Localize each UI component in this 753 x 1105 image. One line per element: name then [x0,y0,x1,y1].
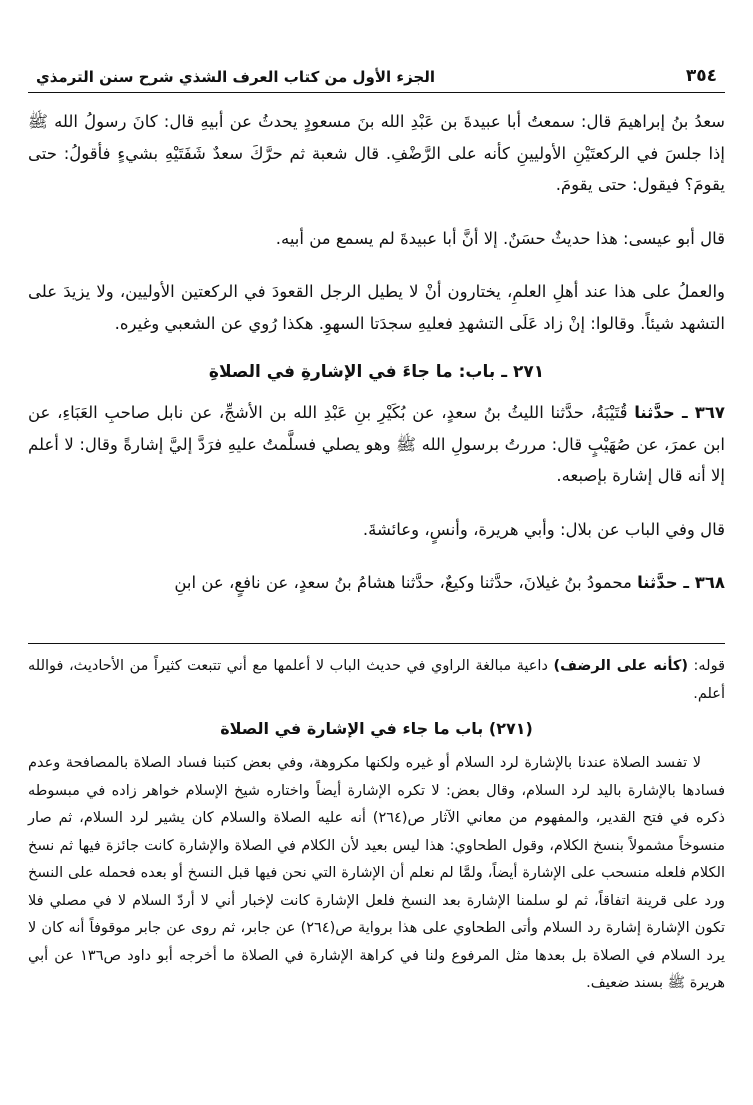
page-header [36,58,717,86]
hadith-367 [28,397,725,492]
hadith-lead: حدَّثنا [637,573,678,592]
paragraph-in-chapter: قال وفي الباب عن بلال: وأبي هريرة، وأنسٍ، وعائشةَ. [362,519,725,539]
note-body: داعية مبالغة الراوي في حديث الباب لا أعلمها مع أني تتبعت كثيراً من الأحاديث، فوالله أعلم. [28,658,725,702]
commentary [28,653,725,998]
book-page [28,0,725,1105]
note-raḍf [28,653,725,708]
main-text [28,106,725,599]
note-lead: قوله: [687,658,725,674]
commentary-heading: (٢٧١) باب ما جاء في الإشارة في الصلاة [220,719,533,738]
book-title: الجزء الأول من كتاب العرف الشذي شرح سنن الترمذي [36,68,435,86]
paragraph-hadith-continuation: سعدُ بنُ إبراهيمَ قال: سمعتُ أبا عبيدةَ بن عَبْدِ الله بنَ مسعودٍ يحدثُ عن أبيهِ قال: كانَ رسولُ الله ﷺ إذا جلسَ في الركعتَيْنِ الأوليينِ كأنه على الرَّضْفِ. قال شعبة ثم حرَّكَ سعدٌ شَفَتَيْهِ بشيءٍ فأقولُ: حتى يقومَ؟ فيقول: حتى يقومَ. [28,112,725,194]
hadith-lead: حدَّثنا [634,403,675,422]
hadith-number: ٣٦٧ ـ [674,403,725,422]
hadith-368 [28,567,725,599]
hadith-number: ٣٦٨ ـ [677,573,725,592]
hadith-text: قُتَيْبَةُ، حدَّثنا الليثُ بنُ سعدٍ، عن بُكَيْرِ بنِ عَبْدِ الله بن الأشجِّ، عن نابل صاحبِ العَبَاءِ، عن ابن عمرَ، عن صُهَيْبٍ قال: مررتُ برسولِ الله ﷺ وهو يصلي فسلَّمتُ عليهِ فرَدَّ إليَّ إشارةً وقال: لا أعلم إلا أنه قال إشارة بإصبعه. [28,403,725,485]
note-isharah: لا تفسد الصلاة عندنا بالإشارة لرد السلام أو غيره ولكنها مكروهة، وفي بعض كتبنا فساد الصلاة بالمصافحة وعدم فسادها بالإشارة باليد لرد السلام، وقال بعض: لا تكره الإشارة أيضاً واختاره شيخ الإسلام خواهر زاده في مبسوطه ذكره في فتح القدير، والمفهوم من معاني الآثار ص(٢٦٤) أنه عليه الصلاة والسلام كان يشير لرد السلام، ثم صار منسوخاً مشمولاً بنسخ الكلام، وقول الطحاوي: هذا ليس بعيد لأن الكلام في الصلاة والإشارة كانت جائزة فيها ثم نسخ الكلام فلعله منسحب على الإشارة أيضاً، ولمَّا لم نعلم أن الإشارة التي نحن فيها قبل النسخ أو بعده فحمله على النسخ ورد على قرينة اتفاقاً، ثم لو سلمنا الإشارة بعد النسخ فلعل الإشارة كانت لإخبار أني لا أردّ السلام لا في مصلي فلا تكون الإشارة إشارة رد السلام وأتى الطحاوي على هذا برواية ص(٢٦٤) عن جابر، ثم روى عن جابر موقوفاً أنه كان لا يرد السلام في الصلاة بل بعدها مثل المرفوع ولنا في كراهة الإشارة في الصلاة ما أخرجه أبو داود ص١٣٦ عن أبي هريرة ﷺ بسند ضعيف. [28,755,725,991]
hadith-text: محمودُ بنُ غيلانَ، حدَّثنا وكيعٌ، حدَّثنا هشامُ بنُ سعدٍ، عن نافعٍ، عن ابنِ [174,573,638,592]
paragraph-abu-isa: قال أبو عيسى: هذا حديثٌ حسَنٌ. إلا أنَّ أبا عبيدةَ لم يسمع من أبيه. [275,228,725,248]
note-quote: (كأنه على الرضف) [553,658,688,674]
chapter-heading: ٢٧١ ـ باب: ما جاءَ في الإشارةِ في الصلاةِ [208,362,545,382]
page-number: ٣٥٤ [685,66,717,86]
footnote-divider [28,643,725,644]
header-divider [28,92,725,93]
paragraph-practice: والعملُ على هذا عند أهلِ العلمِ، يختارون أنْ لا يطيل الرجل القعودَ في الركعتين الأوليين، ولا يزيدَ على التشهد شيئاً. وقالوا: إنْ زاد عَلَى التشهدِ فعليهِ سجدَتا السهوِ. هكذا رُوي عن الشعبي وغيره. [28,282,725,333]
